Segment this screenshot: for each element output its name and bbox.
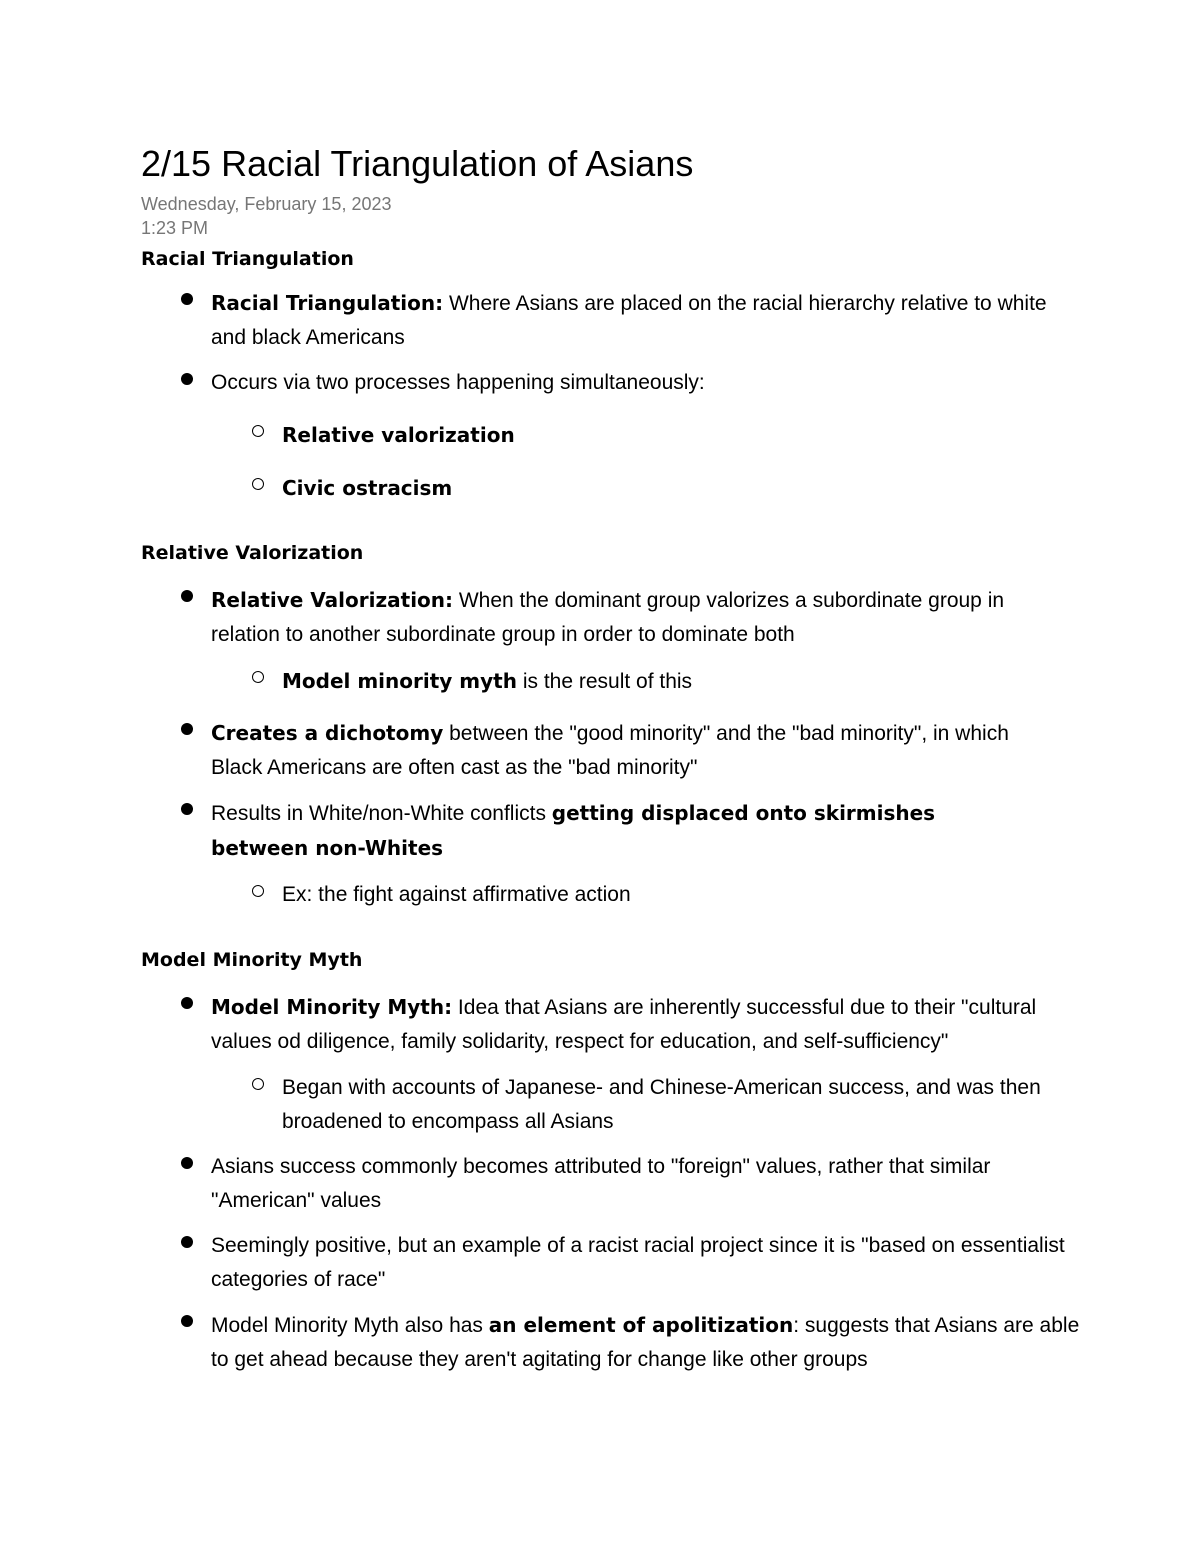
section-heading-relative-valorization: Relative Valorization [141,542,364,564]
filled-bullet-icon [181,373,193,385]
list-item [141,1229,1081,1297]
list-item [141,1150,1081,1218]
item-text: Results in White/non-White conflicts [211,802,552,825]
list-item [141,418,1081,453]
filled-bullet-icon [181,803,193,815]
hollow-bullet-icon [252,425,264,437]
term: Relative valorization [282,423,515,447]
item-text: When the dominant group valorizes a subordinate group in relation to another subordinate group in order to dominate both [211,589,1005,646]
list-item [141,796,1011,866]
item-text: Occurs via two processes happening simultaneously: [211,371,705,394]
hollow-bullet-icon [252,478,264,490]
filled-bullet-icon [181,1315,193,1327]
section-heading-racial-triangulation: Racial Triangulation [141,248,354,270]
list-item [141,990,1081,1059]
item-text: Ex: the fight against affirmative action [282,883,631,906]
list-item [141,878,1081,912]
list-item [141,716,1011,785]
term: Model Minority Myth: [211,995,453,1019]
list-item [141,1308,1081,1377]
item-text: is the result of this [516,670,693,693]
term: Civic ostracism [282,476,453,500]
item-text: Seemingly positive, but an example of a racist racial project since it is "based on essentialist categories of race" [211,1234,1065,1291]
filled-bullet-icon [181,590,193,602]
hollow-bullet-icon [252,671,264,683]
hollow-bullet-icon [252,1078,264,1090]
hollow-bullet-icon [252,885,264,897]
page-title: 2/15 Racial Triangulation of Asians [141,143,694,184]
term: an element of apolitization [488,1313,794,1337]
filled-bullet-icon [181,1157,193,1169]
section-heading-model-minority-myth: Model Minority Myth [141,949,363,971]
filled-bullet-icon [181,723,193,735]
filled-bullet-icon [181,997,193,1009]
list-item [141,664,1081,699]
list-item [141,286,1081,355]
item-text: Idea that Asians are inherently successful due to their "cultural values od diligence, family solidarity, respect for education, and self-sufficiency" [211,996,1037,1053]
item-text: Asians success commonly becomes attributed to "foreign" values, rather that similar "American" values [211,1155,991,1212]
note-time: 1:23 PM [141,218,209,238]
item-text: Model Minority Myth also has [211,1314,489,1337]
term: Creates a dichotomy [211,721,444,745]
item-text: Where Asians are placed on the racial hierarchy relative to white and black Americans [211,292,1047,349]
term: getting displaced onto skirmishes between non-Whites [211,801,936,860]
item-text: : suggests that Asians are able to get ahead because they aren't agitating for change like other groups [211,1314,1080,1371]
filled-bullet-icon [181,293,193,305]
list-item [141,583,1051,652]
term: Racial Triangulation: [211,291,444,315]
note-page [141,140,1081,1377]
list-item [141,471,1081,506]
list-item [141,1071,1052,1139]
item-text: Began with accounts of Japanese- and Chinese-American success, and was then broadened to encompass all Asians [282,1076,1041,1133]
list-item [141,366,1081,400]
filled-bullet-icon [181,1236,193,1248]
term: Relative Valorization: [211,588,454,612]
term: Model minority myth [282,669,517,693]
item-text: between the "good minority" and the "bad minority", in which Black Americans are often cast as the "bad minority" [211,722,1009,779]
note-date: Wednesday, February 15, 2023 [141,194,392,214]
